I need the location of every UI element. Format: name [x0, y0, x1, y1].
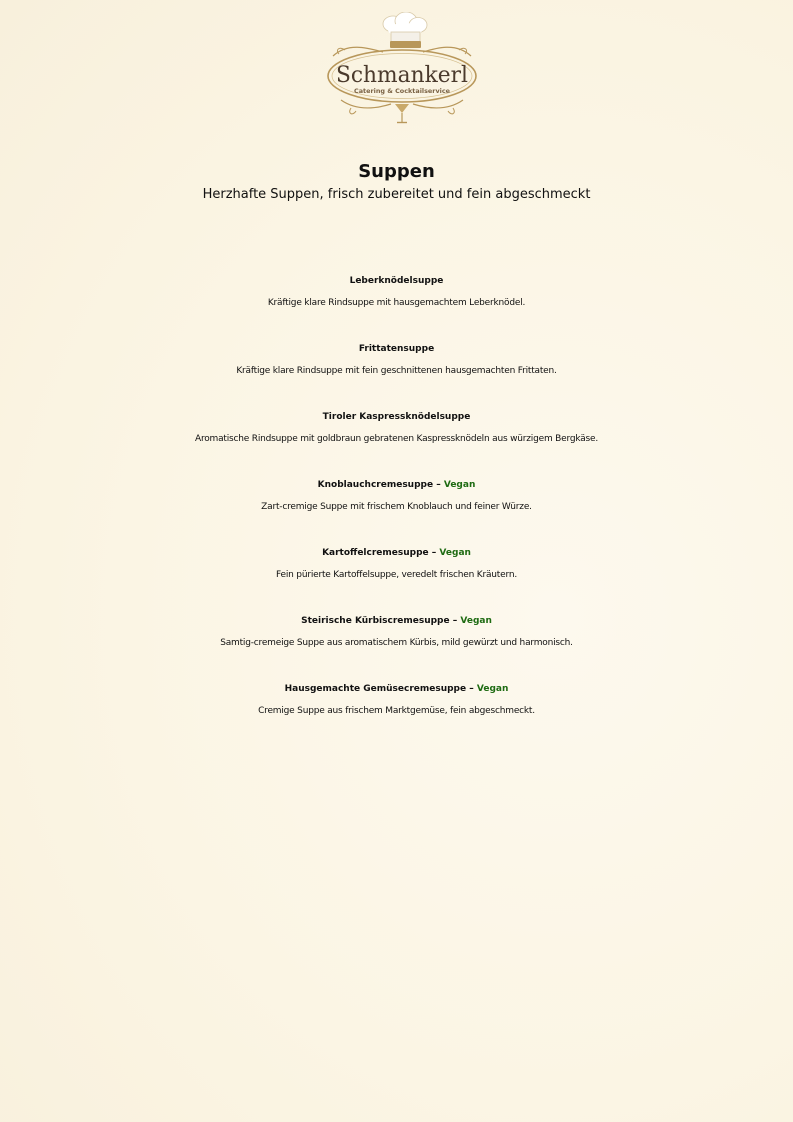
- menu-item-title: [0, 270, 793, 292]
- item-description: Aromatische Rindsuppe mit goldbraun gebratenen Kaspressknödeln aus würzigem Bergkäse.: [194, 434, 599, 444]
- brand-name: Schmankerl: [336, 63, 468, 88]
- item-description: Kräftige klare Rindsuppe mit hausgemachtem Leberknödel.: [267, 298, 526, 308]
- menu-item: [0, 610, 793, 678]
- item-description: Samtig-cremeige Suppe aus aromatischem Kürbis, mild gewürzt und harmonisch.: [220, 638, 573, 648]
- section-title: Suppen: [358, 161, 435, 182]
- item-name: Hausgemachte Gemüsecremesuppe: [284, 684, 467, 694]
- item-description: Cremige Suppe aus frischem Marktgemüse, fein abgeschmeckt.: [258, 706, 535, 716]
- menu-item: [0, 270, 793, 338]
- item-name: Steirische Kürbiscremesuppe: [301, 616, 450, 626]
- menu-item: [0, 406, 793, 474]
- menu-item-title: [0, 542, 793, 564]
- item-name: Frittatensuppe: [358, 344, 435, 354]
- menu-item-title: [0, 338, 793, 360]
- item-separator: –: [449, 616, 461, 626]
- item-separator: –: [433, 480, 444, 490]
- item-name: Kartoffelcremesuppe: [322, 548, 429, 558]
- item-description: Zart-cremige Suppe mit frischem Knoblauch und feiner Würze.: [261, 502, 532, 512]
- menu-item-title: [0, 474, 793, 496]
- brand-tagline: Catering & Cocktailservice: [354, 87, 451, 95]
- brand-logo: [323, 12, 481, 128]
- vegan-tag: Vegan: [476, 684, 509, 694]
- cocktail-glass-icon: [395, 104, 409, 123]
- menu-item: [0, 542, 793, 610]
- vegan-tag: Vegan: [439, 548, 471, 558]
- item-separator: –: [466, 684, 477, 694]
- menu-list: [0, 270, 793, 746]
- item-name: Knoblauchcremesuppe: [317, 480, 434, 490]
- menu-item: [0, 338, 793, 406]
- item-name: Tiroler Kaspressknödelsuppe: [322, 412, 471, 422]
- menu-item: [0, 678, 793, 746]
- item-name: Leberknödelsuppe: [349, 276, 444, 286]
- vegan-tag: Vegan: [460, 616, 492, 626]
- vegan-tag: Vegan: [443, 480, 476, 490]
- menu-item-title: [0, 406, 793, 428]
- section-header: [0, 160, 793, 204]
- item-description: Kräftige klare Rindsuppe mit fein geschnittenen hausgemachten Frittaten.: [236, 366, 557, 376]
- menu-item-title: [0, 678, 793, 700]
- chef-hat-icon: [383, 12, 427, 48]
- item-separator: –: [428, 548, 440, 558]
- menu-item-title: [0, 610, 793, 632]
- section-subtitle: Herzhafte Suppen, frisch zubereitet und fein abgeschmeckt: [202, 187, 591, 202]
- menu-item: [0, 474, 793, 542]
- item-description: Fein pürierte Kartoffelsuppe, veredelt frischen Kräutern.: [276, 570, 517, 580]
